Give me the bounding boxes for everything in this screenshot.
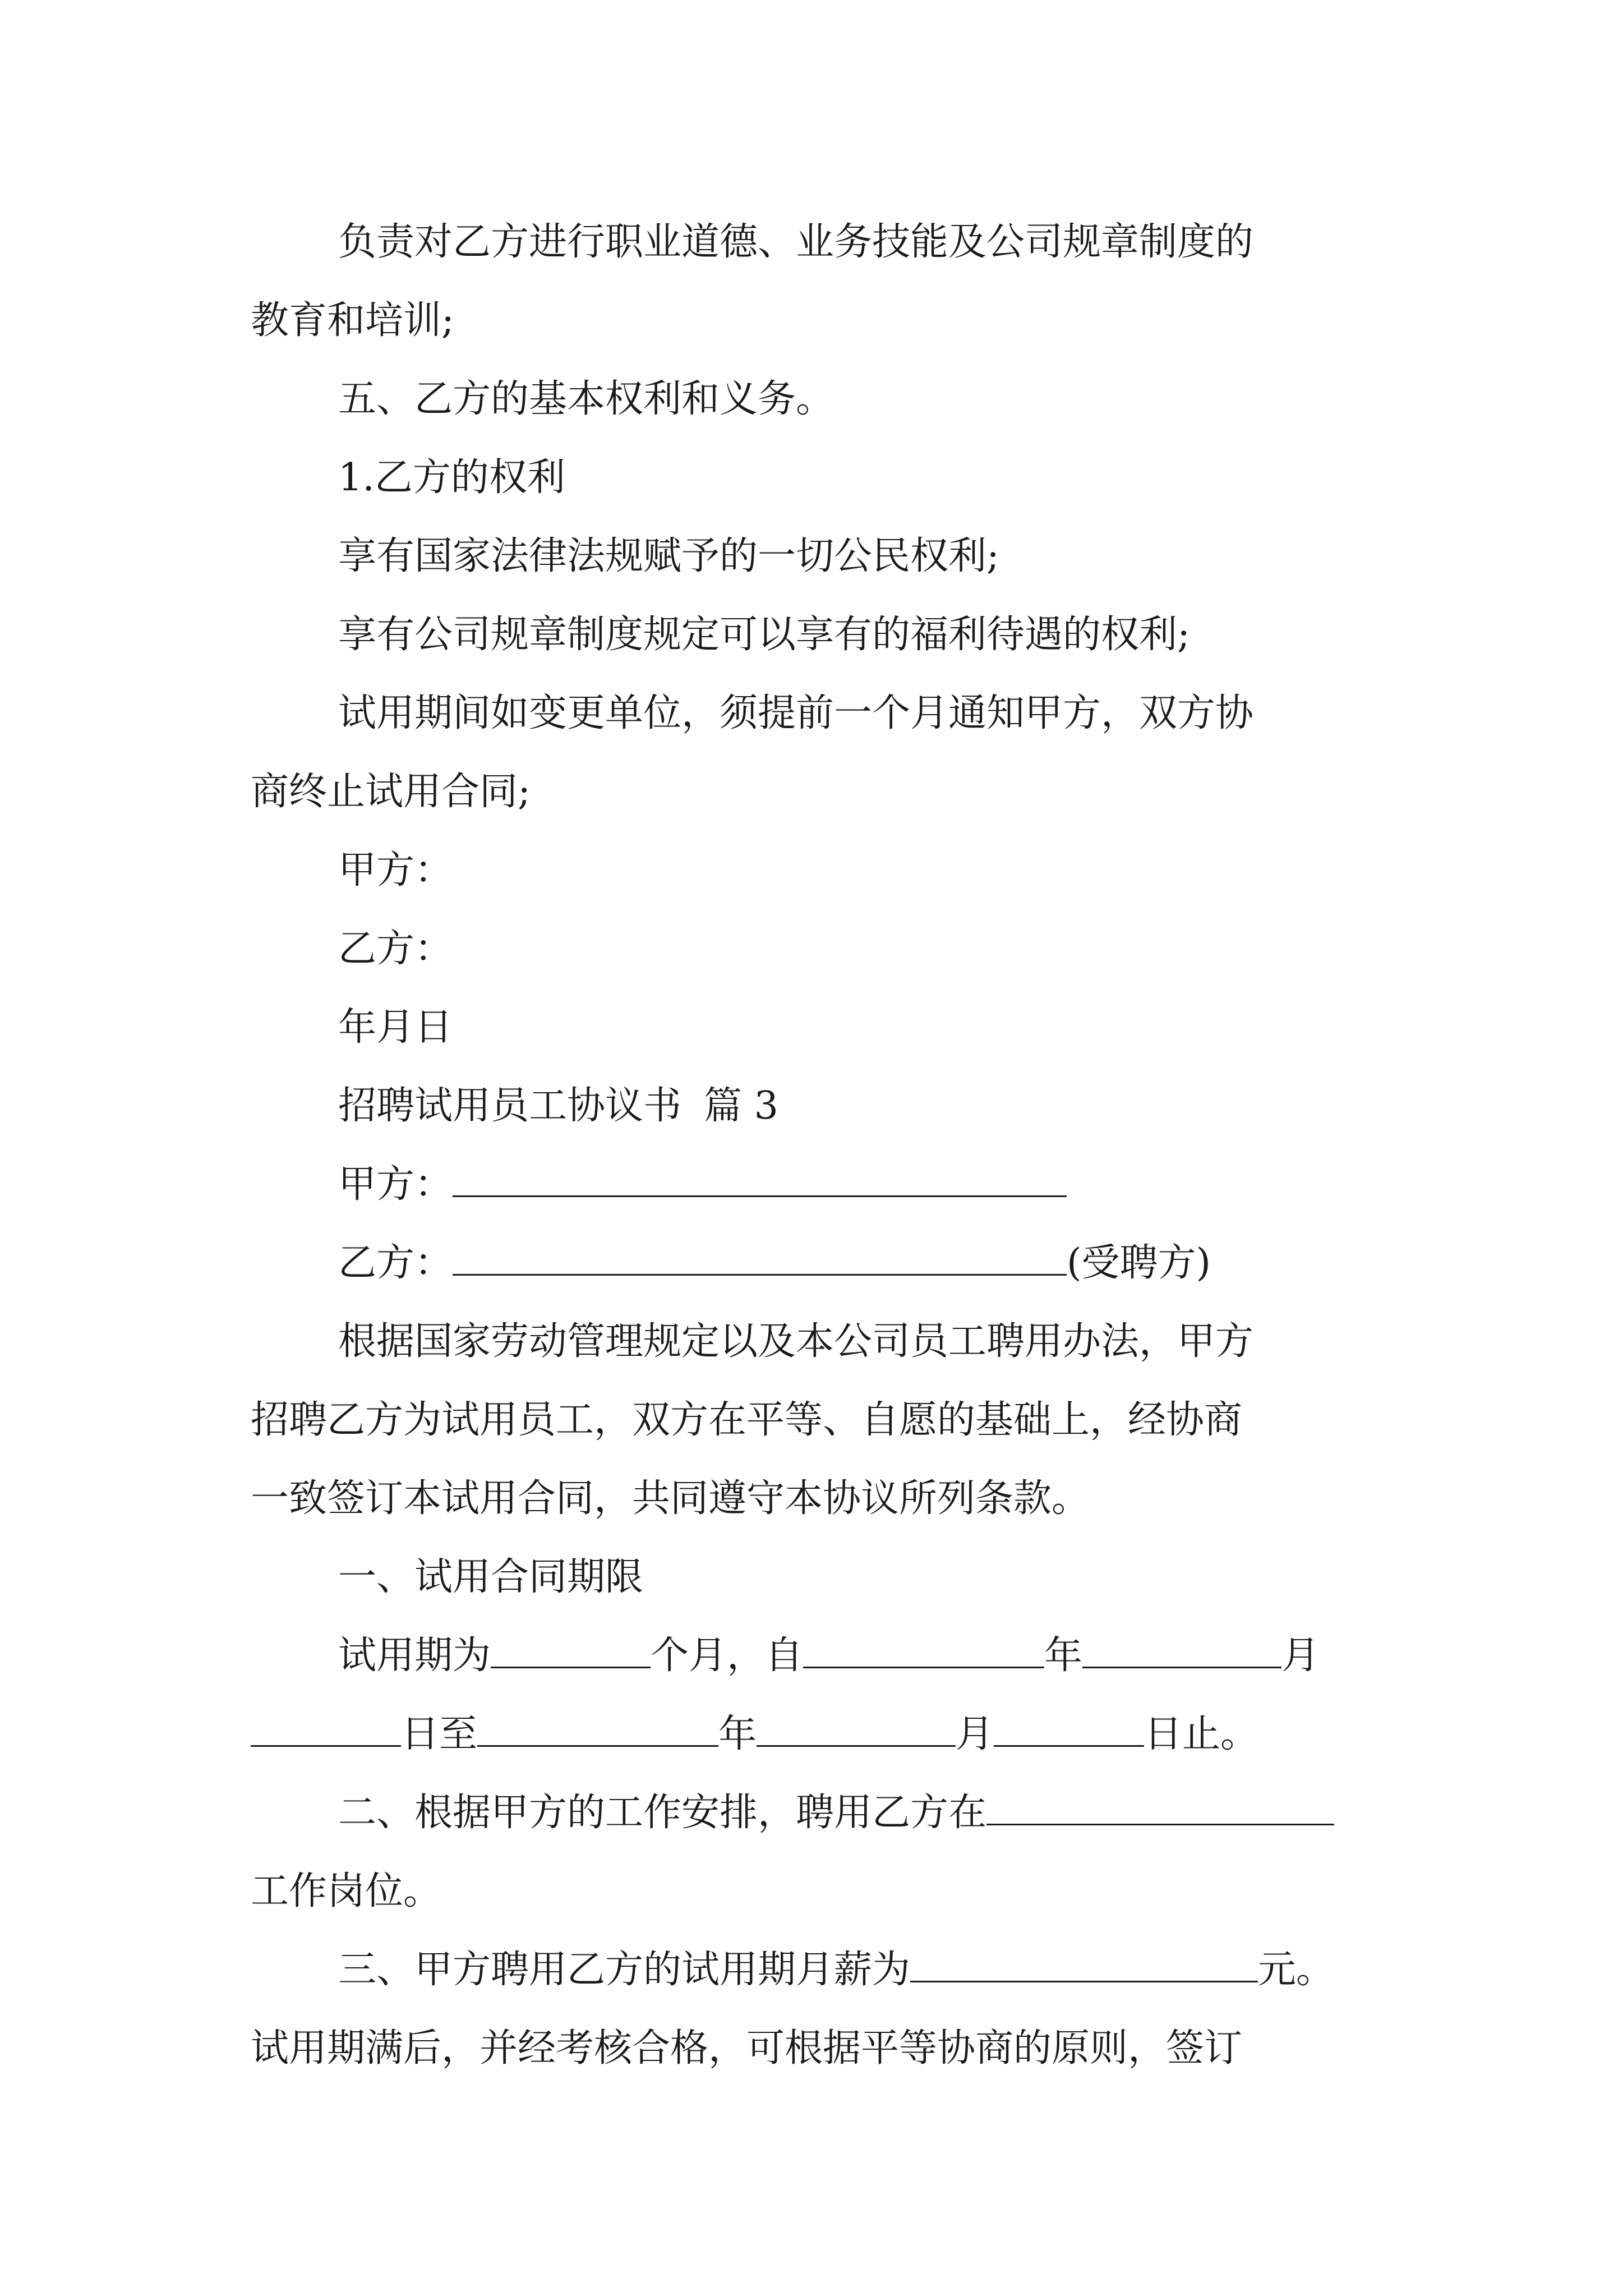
line-text: 招聘乙方为试用员工，双方在平等、自愿的基础上，经协商 — [251, 1398, 1243, 1442]
position-blank — [986, 1791, 1334, 1825]
end-year-blank — [477, 1713, 718, 1747]
field-label: 甲方： — [338, 1162, 453, 1207]
salary-line — [0, 1931, 1623, 2009]
line-text: 一、试用合同期限 — [338, 1555, 644, 1599]
line-text: 教育和培训; — [251, 298, 454, 343]
section-heading — [0, 360, 1623, 439]
start-year-blank — [803, 1634, 1044, 1668]
party-b-field — [0, 1224, 1623, 1303]
party-b-label — [0, 910, 1623, 988]
line-text: 商终止试用合同; — [251, 770, 531, 814]
date-label — [0, 988, 1623, 1067]
paragraph-line — [0, 596, 1623, 674]
line-text: 试用期满后，并经考核合格，可根据平等协商的原则，签订 — [251, 2026, 1243, 2070]
line-text: 日至 — [401, 1712, 478, 1756]
party-b-blank — [453, 1241, 1067, 1276]
title-text: 招聘试用员工协议书 — [338, 1084, 682, 1128]
line-text: 元。 — [1258, 1948, 1335, 1992]
title-part: 篇 3 — [704, 1084, 778, 1128]
paragraph-line — [0, 1852, 1623, 1931]
start-month-blank — [1082, 1634, 1281, 1668]
section-heading — [0, 1538, 1623, 1617]
line-text: 个月，自 — [651, 1634, 804, 1678]
subsection-heading — [0, 439, 1623, 517]
document-title — [0, 1067, 1623, 1145]
line-text: 二、根据甲方的工作安排，聘用乙方在 — [338, 1791, 987, 1835]
paragraph-line — [0, 674, 1623, 753]
position-line — [0, 1774, 1623, 1852]
probation-period-line — [0, 1617, 1623, 1695]
line-text: 月 — [956, 1712, 994, 1756]
salary-blank — [910, 1948, 1258, 1982]
paragraph-line — [0, 282, 1623, 360]
paragraph-line — [0, 1381, 1623, 1460]
line-text: 年 — [718, 1712, 757, 1756]
paragraph-line — [0, 1460, 1623, 1538]
line-text: 负责对乙方进行职业道德、业务技能及公司规章制度的 — [338, 220, 1254, 264]
months-blank — [491, 1634, 651, 1668]
line-text: 试用期为 — [338, 1634, 491, 1678]
line-text: 年 — [1044, 1634, 1083, 1678]
line-text: 乙方： — [338, 927, 453, 971]
line-text: 五、乙方的基本权利和义务。 — [338, 377, 834, 421]
line-text: 工作岗位。 — [251, 1869, 442, 1913]
line-text: 根据国家劳动管理规定以及本公司员工聘用办法，甲方 — [338, 1319, 1254, 1364]
line-text: 日止。 — [1144, 1712, 1259, 1756]
field-label: 乙方： — [338, 1241, 453, 1285]
paragraph-line — [0, 203, 1623, 282]
party-a-field — [0, 1145, 1623, 1224]
line-text: 年月日 — [338, 1005, 453, 1050]
paragraph-line — [0, 517, 1623, 596]
paragraph-line — [0, 2009, 1623, 2088]
party-a-label — [0, 831, 1623, 910]
line-text: 一致签订本试用合同，共同遵守本协议所列条款。 — [251, 1476, 1090, 1521]
field-note: (受聘方) — [1067, 1241, 1211, 1285]
probation-period-line — [0, 1695, 1623, 1774]
start-day-blank — [251, 1713, 401, 1747]
line-text: 享有国家法律法规赋予的一切公民权利; — [338, 534, 999, 578]
line-text: 享有公司规章制度规定可以享有的福利待遇的权利; — [338, 613, 1190, 657]
line-text: 1.乙方的权利 — [338, 455, 565, 500]
end-month-blank — [757, 1713, 956, 1747]
paragraph-line — [0, 753, 1623, 831]
line-text: 月 — [1281, 1634, 1320, 1678]
line-text: 甲方： — [338, 848, 453, 892]
party-a-blank — [453, 1163, 1067, 1197]
paragraph-line — [0, 1303, 1623, 1381]
line-text: 三、甲方聘用乙方的试用期月薪为 — [338, 1948, 911, 1992]
line-text: 试用期间如变更单位，须提前一个月通知甲方，双方协 — [338, 691, 1254, 735]
end-day-blank — [994, 1713, 1144, 1747]
